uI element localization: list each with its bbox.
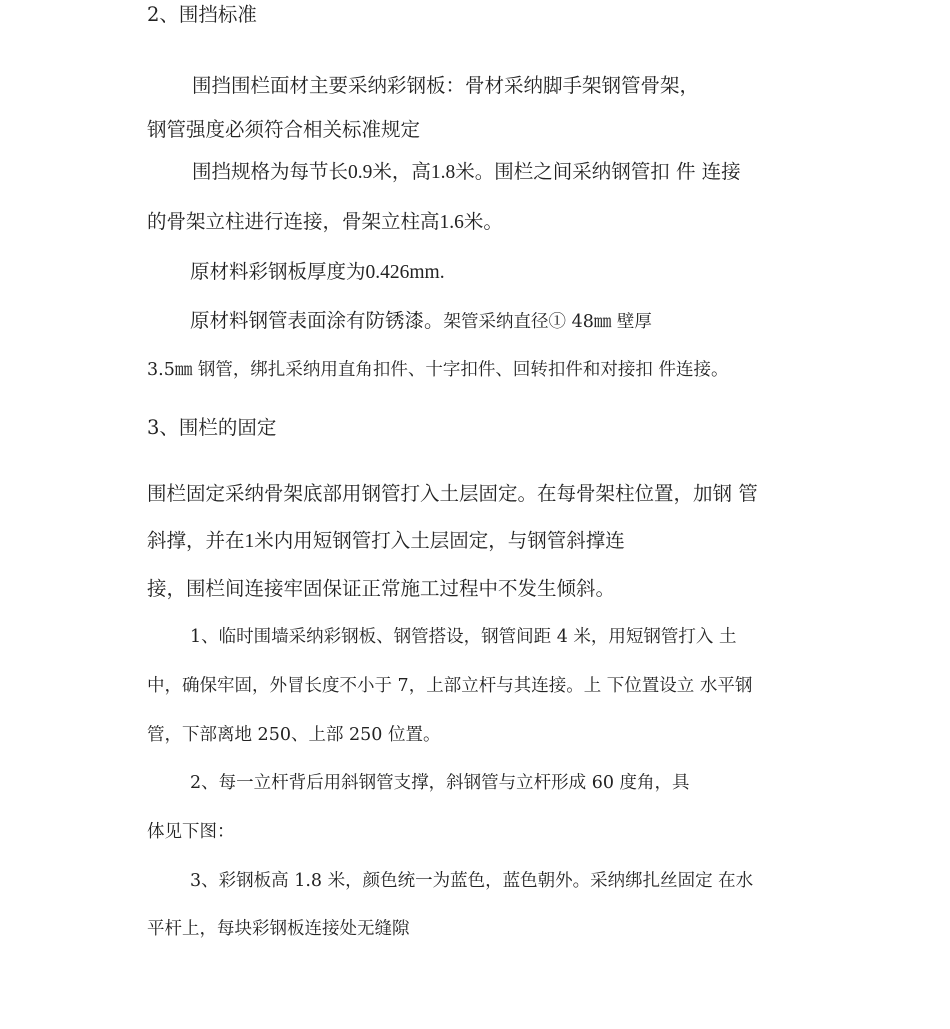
text-run: 斜撑，并在 xyxy=(147,529,245,552)
number-run: 1.8 xyxy=(430,162,456,183)
paragraph-line: 接，围栏间连接牢固保证正常施工过程中不发生倾斜。 xyxy=(147,577,616,600)
section-heading-2: 2、围挡标准 xyxy=(147,3,257,26)
list-item-line: 管，下部离地 250、上部 250 位置。 xyxy=(147,725,441,745)
list-item-line: 3、彩钢板高 1.8 米，颜色统一为蓝色，蓝色朝外。采纳绑扎丝固定 在水 xyxy=(190,871,754,891)
paragraph-line xyxy=(192,162,741,183)
text-run: 的骨架立柱进行连接，骨架立柱高 xyxy=(147,210,440,233)
text-run: 原材料钢管表面涂有防锈漆。 xyxy=(190,309,444,332)
paragraph-line xyxy=(190,311,652,332)
paragraph-line xyxy=(147,212,503,233)
text-run: 原材料彩钢板厚度为 xyxy=(190,260,366,283)
number-run: 0.9 xyxy=(348,162,373,183)
text-run: 米，高 xyxy=(372,160,431,183)
text-run: 架管采纳直径① 48㎜ 壁厚 xyxy=(443,312,652,332)
list-item-line: 中，确保牢固，外冒长度不小于 7，上部立杆与其连接。上 下位置设立 水平钢 xyxy=(147,676,753,696)
paragraph-line xyxy=(147,531,625,552)
paragraph-line xyxy=(190,262,445,283)
paragraph-line: 围挡围栏面材主要采纳彩钢板：骨材采纳脚手架钢管骨架， xyxy=(192,74,700,97)
text-run: 米。围栏之间采纳钢管扣 件 连接 xyxy=(455,160,741,183)
list-item-line: 2、每一立杆背后用斜钢管支撑，斜钢管与立杆形成 60 度角，具 xyxy=(190,773,690,793)
number-run: 1 xyxy=(244,531,255,552)
number-run: 0.426mm. xyxy=(365,262,445,283)
text-run: 米。 xyxy=(463,210,503,233)
list-item-line: 平杆上，每块彩钢板连接处无缝隙 xyxy=(147,919,410,939)
text-run: 围挡规格为每节长 xyxy=(192,160,349,183)
section-heading-3: 3、围栏的固定 xyxy=(147,416,277,439)
paragraph-line: 3.5㎜ 钢管，绑扎采纳用直角扣件、十字扣件、回转扣件和对接扣 件连接。 xyxy=(147,360,729,380)
number-run: 1.6 xyxy=(439,212,464,233)
paragraph-line: 围栏固定采纳骨架底部用钢管打入土层固定。在每骨架柱位置，加钢 管 xyxy=(147,482,758,505)
list-item-line: 体见下图： xyxy=(147,822,235,842)
list-item-line: 1、临时围墙采纳彩钢板、钢管搭设，钢管间距 4 米，用短钢管打入 土 xyxy=(190,627,737,647)
text-run: 米内用短钢管打入土层固定，与钢管斜撑连 xyxy=(254,529,625,552)
paragraph-line: 钢管强度必须符合相关标准规定 xyxy=(147,118,421,141)
